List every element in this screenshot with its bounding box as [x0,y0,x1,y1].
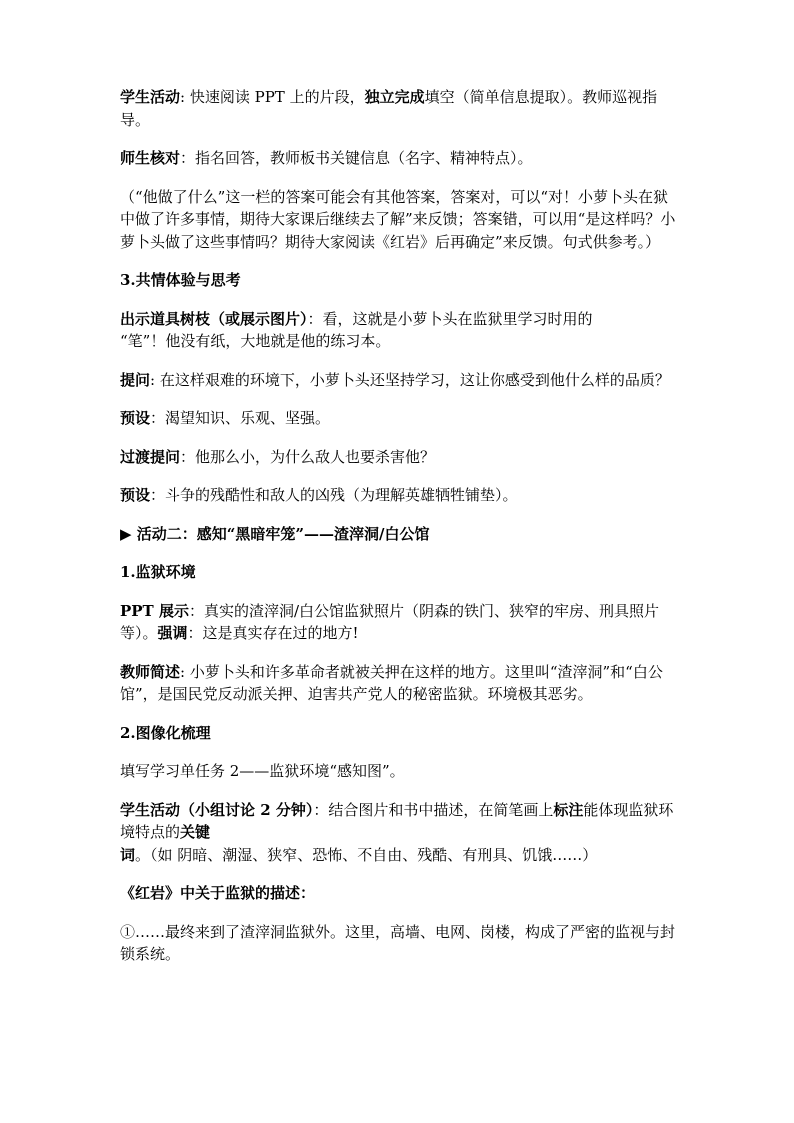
label-preset: 预设 [120,486,151,504]
text-segment: 。（如 阴暗、潮湿、狭窄、恐怖、不自由、残酷、有刑具、饥饿……） [135,845,598,864]
label-teacher-student-check: 师生核对 [120,149,181,167]
heading-activity-2: ▶ 活动二：感知“黑暗牢笼”——渣滓洞/白公馆 [120,524,430,543]
paragraph-teacher-brief [120,661,680,706]
emphasis-keywords: 关键词 [120,823,211,864]
label-preset: 预设 [120,409,151,427]
paragraph-ppt-show [120,600,680,645]
heading-empathy: 3.共情体验与思考 [120,271,241,289]
paragraph-prop [120,308,680,353]
text-segment: “笔”！他没有纸，大地就是他的练习本。 [120,332,391,350]
text-segment: 填空（简单信息提取）。教师巡视指导。 [120,88,658,129]
paragraph-transition [120,446,680,469]
paragraph-quote-1: ①……最终来到了渣滓洞监狱外。这里，高墙、电网、岗楼，构成了严密的监视与封锁系统。 [120,922,676,963]
text-segment: ：这是真实存在过的地方! [187,624,359,642]
text-segment: ：他那么小，为什么敌人也要杀害他？ [180,447,436,466]
paragraph-group-activity [120,799,680,867]
text-segment: : 在这样艰难的环境下，小萝卜头还坚持学习，这让你感受到他什么样的品质？ [150,370,670,389]
text-segment: ：结合图片和书中描述，在简笔画上 [313,800,554,819]
emphasis-annotate: 标注 [553,800,584,819]
label-teacher-brief: 教师简述 [120,662,181,681]
text-segment: ：指名回答，教师板书关键信息（名字、精神特点）。 [180,149,533,167]
emphasis-independent: 独立完成 [364,88,425,106]
text-segment: ：斗争的残酷性和敌人的凶残（为理解英雄牺牲铺垫）。 [150,486,518,504]
paragraph-question [120,369,680,392]
paragraph-preset-2 [120,484,680,507]
label-emphasize: 强调 [157,624,188,642]
paragraph-feedback-note: （“他做了什么”这一栏的答案可能会有其他答案，答案对，可以“对！小萝卜头在狱中做了许多事情，期待大家课后继续去了解”来反馈；答案错，可以用“是这样吗？小萝卜头做了这些事情吗？期待大家阅读《红岩》后再确定”来反馈。句式供参考。） [120,187,676,251]
label-ppt-show: PPT 展示 [120,601,189,620]
document-page [120,86,680,982]
paragraph-worksheet-task: 填写学习单任务 2——监狱环境“感知图”。 [120,762,405,780]
text-segment: : 小萝卜头和许多革命者就被关押在这样的地方。这里叫“渣滓洞”和“白公馆”，是国民党反动派关押、迫害共产党人的秘密监狱。环境极其恶劣。 [120,662,663,703]
label-question: 提问 [120,370,151,389]
heading-visual-mapping: 2.图像化梳理 [120,723,211,742]
heading-hongyan-description: 《红岩》中关于监狱的描述： [120,884,316,902]
heading-prison-environment: 1.监狱环境 [120,563,196,581]
paragraph-check [120,147,680,170]
label-transition-question: 过渡提问 [120,447,181,466]
text-segment: ：看，这就是小萝卜头在监狱里学习时用的 [307,309,593,328]
text-segment: ：渴望知识、乐观、坚强。 [150,409,331,427]
label-group-activity: 学生活动（小组讨论 2 分钟） [120,800,314,819]
label-student-activity: 学生活动 [120,88,181,106]
label-prop: 出示道具树枝（或展示图片） [120,309,308,328]
text-segment: ：真实的渣滓洞/白公馆监狱照片（阴森的铁门、狭窄的牢房、刑具照片等）。 [120,601,660,642]
paragraph-student-activity [120,86,680,131]
text-segment: : 快速阅读 PPT 上的片段， [180,88,365,106]
paragraph-preset-1 [120,407,680,430]
text-segment: 能体现监狱环境特点的 [120,800,674,841]
